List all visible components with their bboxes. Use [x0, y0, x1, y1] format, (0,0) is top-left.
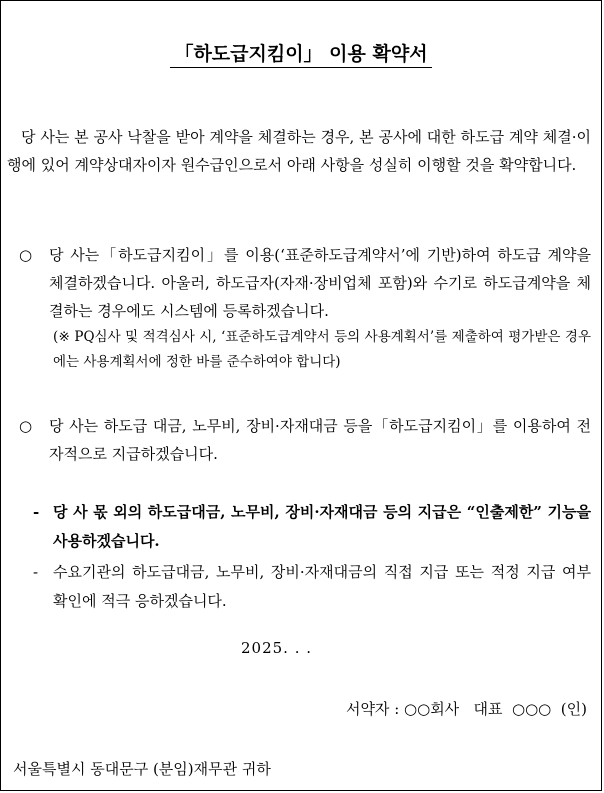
dash-bullet: - [33, 563, 39, 581]
sub-item-2 [33, 558, 591, 616]
addressee-line: 서울특별시 동대문구 (분임)재무관 귀하 [13, 760, 271, 778]
pledge-item-2-text: 당 사는 하도급 대금, 노무비, 장비·자재대금 등을「하도급지킴이」를 이용하여 전자적으로 지급하겠습니다. [49, 417, 591, 463]
circle-bullet-icon: ○ [19, 417, 33, 435]
sub-item-1 [33, 498, 591, 556]
sub-item-2-text: 수요기관의 하도급대금, 노무비, 장비·자재대금의 직접 지급 또는 적정 지급 여부 확인에 적극 응하겠습니다. [53, 563, 591, 610]
document-date: 2025. . . [241, 639, 313, 657]
signer-line: 서약자 : ○○회사 대표 ○○○ (인) [345, 700, 587, 718]
pledge-item-1 [19, 241, 591, 375]
pledge-item-1-text: 당 사는「하도급지킴이」를 이용(‘표준하도급계약서’에 기반)하여 하도급 계약을 체결하겠습니다. 아울러, 하도급자(자재·장비업체 포함)와 수기로 하도급계약을 체결하는 경우에도 시스템에 등록하겠습니다. [49, 246, 591, 320]
document-title [1, 39, 601, 68]
pledge-item-2 [19, 412, 591, 468]
intro-paragraph: 당 사는 본 공사 낙찰을 받아 계약을 체결하는 경우, 본 공사에 대한 하도급 계약 체결·이행에 있어 계약상대자이자 원수급인으로서 아래 사항을 성실히 이행할 것을 확약합니다. [7, 128, 591, 174]
pledge-item-1-note: (※ PQ심사 및 적격심사 시, ‘표준하도급계약서 등의 사용계획서’를 제출하여 평가받은 경우에는 사용계획서에 정한 바를 준수하여야 합니다) [53, 329, 591, 370]
dash-bullet: - [33, 503, 40, 521]
document-title-text: 「하도급지킴이」 이용 확약서 [170, 39, 431, 68]
sub-item-1-text: 당 사 몫 외의 하도급대금, 노무비, 장비·자재대금 등의 지급은 “인출제한” 기능을 사용하겠습니다. [53, 503, 591, 550]
circle-bullet-icon: ○ [19, 246, 33, 264]
